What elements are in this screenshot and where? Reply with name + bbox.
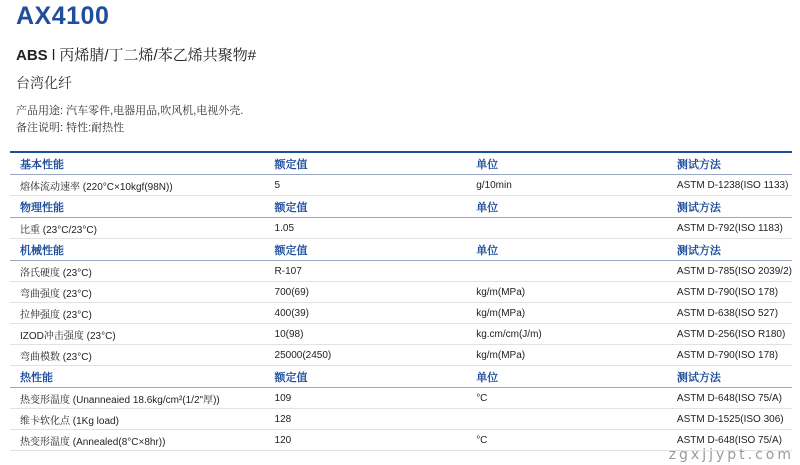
properties-table [10, 151, 792, 451]
column-header-method: 测试方法 [667, 196, 792, 218]
unit-cell [466, 261, 667, 282]
property-cell: 弯曲强度 (23°C) [10, 282, 265, 303]
value-cell: 5 [265, 175, 467, 196]
column-header-unit: 单位 [466, 196, 667, 218]
section-name: 基本性能 [10, 152, 265, 175]
column-header-value: 额定值 [265, 196, 467, 218]
material-name: 丙烯腈/丁二烯/苯乙烯共聚物# [59, 47, 257, 64]
section-name: 机械性能 [10, 239, 265, 261]
property-cell: IZOD冲击强度 (23°C) [10, 324, 265, 345]
column-header-value: 额定值 [265, 366, 467, 388]
usage-line [16, 102, 243, 118]
value-cell: 109 [265, 388, 467, 409]
column-header-unit: 单位 [466, 366, 667, 388]
value-cell: 120 [265, 430, 467, 451]
section-name: 热性能 [10, 366, 265, 388]
table-row [10, 303, 792, 324]
value-cell: 1.05 [265, 218, 467, 239]
column-header-unit: 单位 [466, 152, 667, 175]
usage-value: 汽车零件,电器用品,吹风机,电视外壳. [66, 105, 244, 117]
property-cell: 拉伸强度 (23°C) [10, 303, 265, 324]
unit-cell [466, 218, 667, 239]
column-header-unit: 单位 [466, 239, 667, 261]
properties-table-body [10, 152, 792, 451]
method-cell: ASTM D-256(ISO R180) [667, 324, 792, 345]
property-cell: 维卡软化点 (1Kg load) [10, 409, 265, 430]
property-cell: 比重 (23°C/23°C) [10, 218, 265, 239]
value-cell: 700(69) [265, 282, 467, 303]
watermark: zgxjjypt.com [668, 447, 794, 463]
value-cell: 400(39) [265, 303, 467, 324]
value-cell: 25000(2450) [265, 345, 467, 366]
method-cell: ASTM D-648(ISO 75/A) [667, 388, 792, 409]
table-row [10, 218, 792, 239]
method-cell: ASTM D-790(ISO 178) [667, 282, 792, 303]
table-row [10, 388, 792, 409]
table-row [10, 175, 792, 196]
unit-cell: °C [466, 430, 667, 451]
section-name: 物理性能 [10, 196, 265, 218]
column-header-method: 测试方法 [667, 239, 792, 261]
method-cell: ASTM D-638(ISO 527) [667, 303, 792, 324]
section-header-row [10, 366, 792, 388]
table-row [10, 409, 792, 430]
product-title: AX4100 [16, 2, 110, 30]
method-cell: ASTM D-1525(ISO 306) [667, 409, 792, 430]
property-cell: 洛氏硬度 (23°C) [10, 261, 265, 282]
unit-cell: °C [466, 388, 667, 409]
unit-cell: g/10min [466, 175, 667, 196]
method-cell: ASTM D-790(ISO 178) [667, 345, 792, 366]
method-cell: ASTM D-785(ISO 2039/2) [667, 261, 792, 282]
material-code: ABS [16, 47, 48, 64]
property-cell: 热变形温度 (Unanneaied 18.6kg/cm²(1/2"厚)) [10, 388, 265, 409]
unit-cell [466, 409, 667, 430]
column-header-value: 额定值 [265, 239, 467, 261]
property-cell: 弯曲模数 (23°C) [10, 345, 265, 366]
property-cell: 热变形温度 (Annealed(8°C×8hr)) [10, 430, 265, 451]
manufacturer: 台湾化纤 [16, 75, 72, 91]
method-cell: ASTM D-648(ISO 75/A) [667, 430, 792, 451]
usage-label: 产品用途: [16, 105, 64, 117]
unit-cell: kg.cm/cm(J/m) [466, 324, 667, 345]
section-header-row [10, 196, 792, 218]
method-cell: ASTM D-792(ISO 1183) [667, 218, 792, 239]
column-header-value: 额定值 [265, 152, 467, 175]
unit-cell: kg/m(MPa) [466, 303, 667, 324]
column-header-method: 测试方法 [667, 152, 792, 175]
section-header-row [10, 239, 792, 261]
note-line [16, 119, 124, 135]
table-row [10, 345, 792, 366]
material-subtitle [16, 44, 256, 65]
table-row [10, 324, 792, 345]
property-cell: 熔体流动速率 (220°C×10kgf(98N)) [10, 175, 265, 196]
value-cell: 128 [265, 409, 467, 430]
table-row [10, 261, 792, 282]
note-value: 特性:耐热性 [66, 122, 125, 134]
unit-cell: kg/m(MPa) [466, 282, 667, 303]
value-cell: 10(98) [265, 324, 467, 345]
method-cell: ASTM D-1238(ISO 1133) [667, 175, 792, 196]
value-cell: R-107 [265, 261, 467, 282]
column-header-method: 测试方法 [667, 366, 792, 388]
unit-cell: kg/m(MPa) [466, 345, 667, 366]
table-row [10, 282, 792, 303]
subtitle-separator: l [51, 47, 56, 64]
note-label: 备注说明: [16, 122, 64, 134]
section-header-row [10, 152, 792, 175]
